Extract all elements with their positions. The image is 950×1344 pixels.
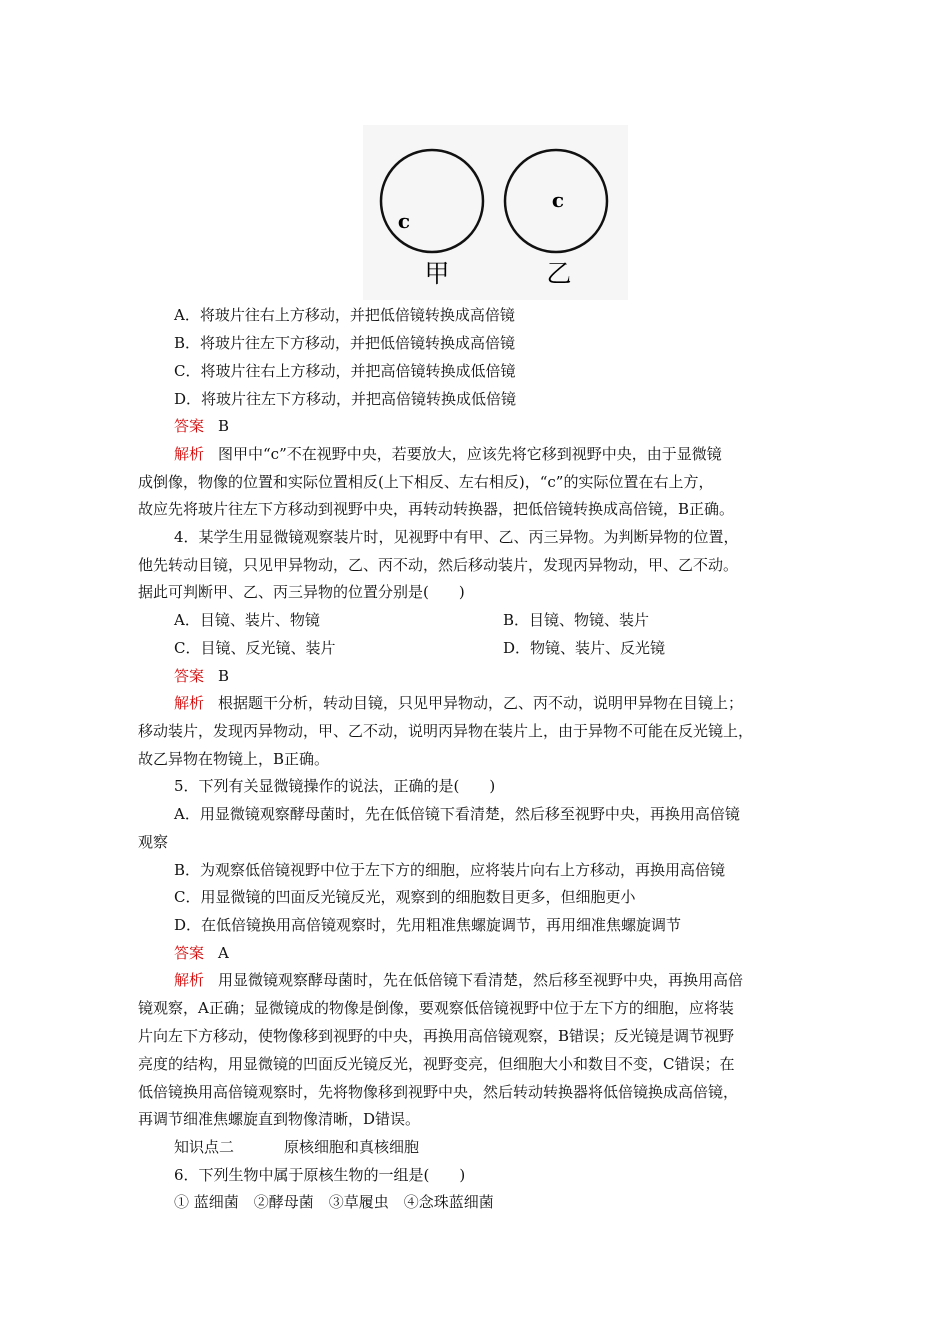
answer-label: 答案 — [174, 417, 205, 435]
microscope-field-figure — [363, 125, 628, 300]
q5-stem: 5．下列有关显微镜操作的说法，正确的是( ) — [174, 777, 496, 795]
answer-value: A — [218, 944, 229, 962]
q5-option-b: B．为观察低倍镜视野中位于左下方的细胞，应将装片向右上方移动，再换用高倍镜 — [174, 861, 726, 879]
answer-value: B — [218, 667, 230, 685]
q5-option-a-line-2: 观察 — [138, 833, 169, 851]
label-jia: 甲 — [424, 259, 450, 288]
q3-answer — [174, 412, 840, 440]
q5-analysis-line-6: 再调节细准焦螺旋直到物像清晰，D错误。 — [138, 1110, 421, 1128]
field-of-view-diagram — [363, 125, 628, 300]
analysis-label: 解析 — [174, 445, 205, 463]
section-title: 原核细胞和真核细胞 — [284, 1138, 420, 1156]
section-label: 知识点二 — [174, 1138, 235, 1156]
q5-analysis-line-4: 亮度的结构，用显微镜的凹面反光镜反光，视野变亮，但细胞大小和数目不变，C错误；在 — [138, 1055, 735, 1073]
q4-stem-line-3: 据此可判断甲、乙、丙三异物的位置分别是( ) — [138, 583, 465, 601]
q4-option-b: B．目镜、物镜、装片 — [503, 611, 650, 629]
q3-option-d: D．将玻片往左下方移动，并把高倍镜转换成低倍镜 — [174, 390, 517, 408]
q6-items: ① 蓝细菌 ②酵母菌 ③草履虫 ④念珠蓝细菌 — [174, 1193, 494, 1211]
q4-option-c: C．目镜、反光镜、装片 — [174, 639, 336, 657]
q6-stem: 6．下列生物中属于原核生物的一组是( ) — [174, 1166, 466, 1184]
q5-analysis-line-1 — [174, 966, 840, 994]
analysis-label: 解析 — [174, 971, 205, 989]
field-jia-circle — [381, 150, 483, 252]
q3-option-b: B．将玻片往左下方移动，并把低倍镜转换成高倍镜 — [174, 334, 516, 352]
q5-option-d: D．在低倍镜换用高倍镜观察时，先用粗准焦螺旋调节，再用细准焦螺旋调节 — [174, 916, 682, 934]
letter-c-right: c — [551, 188, 565, 212]
answer-value: B — [218, 417, 230, 435]
q4-analysis-line-3: 故乙异物在物镜上，B正确。 — [138, 750, 330, 768]
q5-option-a-line-1: A．用显微镜观察酵母菌时，先在低倍镜下看清楚，然后移至视野中央，再换用高倍镜 — [174, 805, 740, 823]
label-yi: 乙 — [546, 259, 572, 288]
answer-label: 答案 — [174, 944, 205, 962]
q4-option-a: A．目镜、装片、物镜 — [174, 611, 320, 629]
q5-analysis-line-2: 镜观察，A正确；显微镜成的物像是倒像，要观察低倍镜视野中位于左下方的细胞，应将装 — [138, 999, 734, 1017]
q4-stem-line-2: 他先转动目镜，只见甲异物动，乙、丙不动，然后移动装片，发现丙异物动，甲、乙不动。 — [138, 556, 739, 574]
analysis-label: 解析 — [174, 694, 205, 712]
q3-analysis-line-3: 故应先将玻片往左下方移动到视野中央，再转动转换器，把低倍镜转换成高倍镜，B正确。 — [138, 500, 735, 518]
q4-answer — [174, 662, 840, 690]
q3-option-a: A．将玻片往右上方移动，并把低倍镜转换成高倍镜 — [174, 306, 515, 324]
letter-c-left: c — [397, 209, 411, 233]
analysis-text: 用显微镜观察酵母菌时，先在低倍镜下看清楚，然后移至视野中央，再换用高倍 — [218, 971, 744, 989]
q4-analysis-line-1 — [174, 689, 840, 717]
q5-answer — [174, 939, 840, 967]
q4-option-d: D．物镜、装片、反光镜 — [503, 639, 666, 657]
q5-analysis-line-5: 低倍镜换用高倍镜观察时，先将物像移到视野中央，然后转动转换器将低倍镜换成高倍镜， — [138, 1083, 739, 1101]
section-heading — [174, 1133, 840, 1161]
answer-label: 答案 — [174, 667, 205, 685]
q4-analysis-line-2: 移动装片，发现丙异物动，甲、乙不动，说明丙异物在装片上，由于异物不可能在反光镜上， — [138, 722, 754, 740]
q4-stem-line-1: 4．某学生用显微镜观察装片时，见视野中有甲、乙、丙三异物。为判断异物的位置， — [174, 528, 739, 546]
q3-analysis-line-2: 成倒像，物像的位置和实际位置相反(上下相反、左右相反)，“c”的实际位置在右上方， — [138, 473, 714, 491]
analysis-text: 图甲中“c”不在视野中央，若要放大，应该先将它移到视野中央，由于显微镜 — [218, 445, 722, 463]
analysis-text: 根据题干分析，转动目镜，只见甲异物动，乙、丙不动，说明甲异物在目镜上； — [218, 694, 744, 712]
q5-option-c: C．用显微镜的凹面反光镜反光，观察到的细胞数目更多，但细胞更小 — [174, 888, 636, 906]
q3-analysis-line-1 — [174, 440, 840, 468]
q5-analysis-line-3: 片向左下方移动，使物像移到视野的中央，再换用高倍镜观察，B错误；反光镜是调节视野 — [138, 1027, 735, 1045]
q3-option-c: C．将玻片往右上方移动，并把高倍镜转换成低倍镜 — [174, 362, 516, 380]
